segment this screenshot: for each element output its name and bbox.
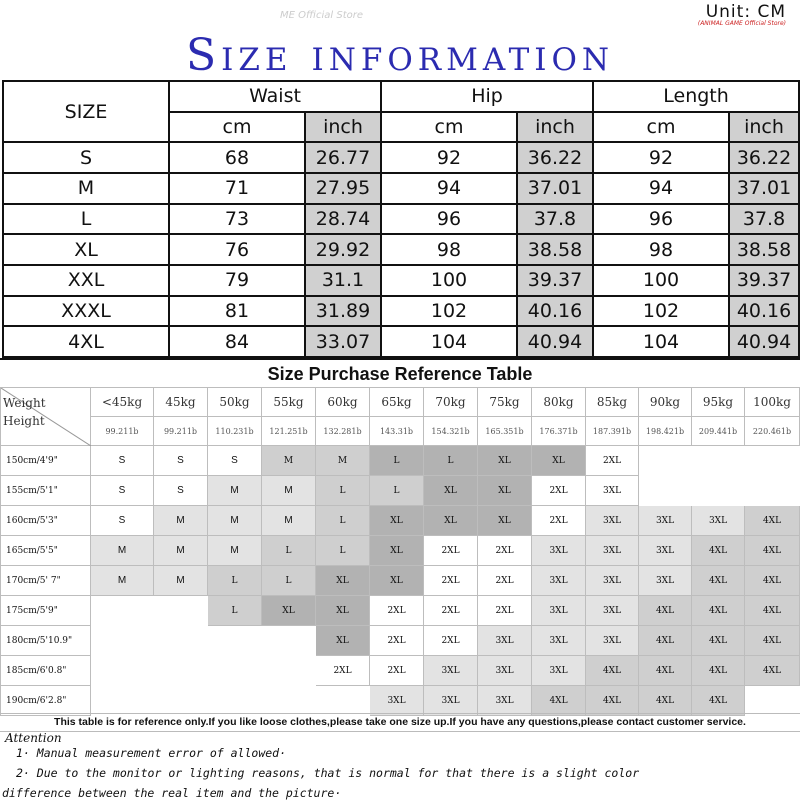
size-recommendation <box>745 446 800 476</box>
reference-row <box>1 596 800 626</box>
size-value: 39.37 <box>729 265 799 296</box>
size-recommendation: 3XL <box>478 686 532 716</box>
height-axis-label: Height <box>3 414 45 428</box>
size-recommendation: 4XL <box>639 656 692 686</box>
size-row <box>3 326 799 357</box>
size-recommendation: 3XL <box>370 686 424 716</box>
size-recommendation: 4XL <box>532 686 586 716</box>
weight-header: 75kg <box>478 388 532 417</box>
size-label: 4XL <box>3 326 169 357</box>
size-row <box>3 142 799 173</box>
size-recommendation: 4XL <box>692 596 745 626</box>
size-recommendation: XL <box>370 536 424 566</box>
size-recommendation: M <box>208 506 262 536</box>
reference-row <box>1 476 800 506</box>
size-recommendation: 2XL <box>478 566 532 596</box>
reference-row <box>1 566 800 596</box>
size-recommendation: 3XL <box>424 656 478 686</box>
size-recommendation: S <box>91 506 154 536</box>
size-value: 36.22 <box>517 142 593 173</box>
size-value: 104 <box>593 326 729 357</box>
size-recommendation <box>91 596 154 626</box>
reference-row <box>1 446 800 476</box>
attention-line-1: 1· Manual measurement error of allowed· <box>16 746 287 760</box>
size-recommendation: 4XL <box>586 686 639 716</box>
size-recommendation: S <box>154 446 208 476</box>
size-recommendation: XL <box>370 566 424 596</box>
size-recommendation: XL <box>316 626 370 656</box>
size-recommendation <box>262 686 316 716</box>
size-recommendation <box>639 476 692 506</box>
size-recommendation: 2XL <box>370 656 424 686</box>
size-recommendation: 4XL <box>745 506 800 536</box>
size-recommendation: L <box>370 446 424 476</box>
size-value: 73 <box>169 204 305 235</box>
size-recommendation: XL <box>316 566 370 596</box>
size-value: 40.16 <box>517 296 593 327</box>
weight-header: 70kg <box>424 388 478 417</box>
watermark: ME Official Store <box>280 10 364 21</box>
size-row <box>3 265 799 296</box>
size-recommendation: M <box>262 476 316 506</box>
pound-header: 209.441b <box>692 417 745 446</box>
unit-header: cm <box>593 112 729 143</box>
size-recommendation: S <box>208 446 262 476</box>
height-label: 180cm/5'10.9" <box>1 626 91 656</box>
size-recommendation <box>154 656 208 686</box>
size-value: 68 <box>169 142 305 173</box>
size-recommendation: L <box>208 596 262 626</box>
measure-group-header: Hip <box>381 81 593 112</box>
size-recommendation: 3XL <box>532 656 586 686</box>
height-label: 175cm/5'9" <box>1 596 91 626</box>
size-recommendation: 3XL <box>639 566 692 596</box>
size-recommendation: 3XL <box>692 506 745 536</box>
size-label: XXL <box>3 265 169 296</box>
pound-header: 154.321b <box>424 417 478 446</box>
pound-header: 99.211b <box>154 417 208 446</box>
size-recommendation: 4XL <box>639 626 692 656</box>
size-recommendation: 3XL <box>424 686 478 716</box>
height-label: 185cm/6'0.8" <box>1 656 91 686</box>
size-recommendation: 3XL <box>478 626 532 656</box>
size-recommendation: XL <box>478 506 532 536</box>
size-value: 92 <box>381 142 517 173</box>
pound-header: 165.351b <box>478 417 532 446</box>
height-label: 160cm/5'3" <box>1 506 91 536</box>
size-recommendation <box>262 626 316 656</box>
size-recommendation: 4XL <box>745 656 800 686</box>
weight-header: 50kg <box>208 388 262 417</box>
size-recommendation <box>208 626 262 656</box>
size-recommendation: 4XL <box>692 686 745 716</box>
size-recommendation <box>91 686 154 716</box>
size-value: 40.94 <box>517 326 593 357</box>
size-value: 100 <box>381 265 517 296</box>
size-recommendation: XL <box>532 446 586 476</box>
height-label: 190cm/6'2.8" <box>1 686 91 716</box>
size-recommendation: 2XL <box>532 506 586 536</box>
size-recommendation <box>154 626 208 656</box>
size-recommendation: 4XL <box>639 686 692 716</box>
size-recommendation <box>262 656 316 686</box>
size-row <box>3 204 799 235</box>
size-recommendation: L <box>370 476 424 506</box>
size-label: L <box>3 204 169 235</box>
pound-header: 143.31b <box>370 417 424 446</box>
size-label: M <box>3 173 169 204</box>
size-recommendation: M <box>154 506 208 536</box>
size-recommendation <box>745 476 800 506</box>
size-value: 79 <box>169 265 305 296</box>
size-value: 94 <box>381 173 517 204</box>
size-recommendation: 3XL <box>586 506 639 536</box>
size-recommendation: S <box>91 476 154 506</box>
size-recommendation: S <box>154 476 208 506</box>
size-label: S <box>3 142 169 173</box>
size-value: 37.01 <box>729 173 799 204</box>
pound-row <box>1 417 800 446</box>
size-value: 27.95 <box>305 173 381 204</box>
pound-header: 176.371b <box>532 417 586 446</box>
pound-header: 198.421b <box>639 417 692 446</box>
size-recommendation: M <box>91 566 154 596</box>
weight-header: 90kg <box>639 388 692 417</box>
size-recommendation: XL <box>424 476 478 506</box>
unit-header: inch <box>517 112 593 143</box>
unit-header: inch <box>305 112 381 143</box>
size-value: 33.07 <box>305 326 381 357</box>
size-recommendation: 2XL <box>370 596 424 626</box>
size-recommendation: 3XL <box>532 596 586 626</box>
size-value: 37.8 <box>729 204 799 235</box>
size-recommendation <box>154 686 208 716</box>
size-row <box>3 234 799 265</box>
unit-text: Unit: CM <box>705 2 786 22</box>
size-value: 31.1 <box>305 265 381 296</box>
size-recommendation: 3XL <box>586 596 639 626</box>
size-recommendation <box>692 446 745 476</box>
weight-header: 100kg <box>745 388 800 417</box>
size-recommendation: 2XL <box>478 536 532 566</box>
unit-store-text: (ANIMAL GAME Official Store) <box>697 20 786 27</box>
size-recommendation: 4XL <box>745 536 800 566</box>
size-header-row <box>3 81 799 112</box>
size-row <box>3 173 799 204</box>
size-recommendation: 2XL <box>532 476 586 506</box>
size-recommendation: 2XL <box>478 596 532 626</box>
size-recommendation: 4XL <box>692 656 745 686</box>
page-title: Size information <box>185 30 615 81</box>
size-recommendation: M <box>154 566 208 596</box>
size-value: 71 <box>169 173 305 204</box>
size-value: 38.58 <box>517 234 593 265</box>
size-recommendation: 3XL <box>532 536 586 566</box>
size-recommendation: 3XL <box>478 656 532 686</box>
attention-title: Attention <box>5 731 62 745</box>
pound-header: 132.281b <box>316 417 370 446</box>
size-recommendation: 2XL <box>586 446 639 476</box>
weight-header: 45kg <box>154 388 208 417</box>
size-recommendation: 3XL <box>532 626 586 656</box>
size-value: 37.8 <box>517 204 593 235</box>
size-recommendation: 2XL <box>316 656 370 686</box>
weight-height-corner <box>1 388 91 446</box>
attention-line-3: difference between the real item and the picture· <box>2 786 342 800</box>
reference-row <box>1 506 800 536</box>
measure-group-header: Length <box>593 81 799 112</box>
size-value: 98 <box>381 234 517 265</box>
size-recommendation: 4XL <box>745 566 800 596</box>
size-recommendation: 4XL <box>692 536 745 566</box>
size-recommendation: XL <box>478 476 532 506</box>
size-recommendation: XL <box>424 506 478 536</box>
pound-header: 121.251b <box>262 417 316 446</box>
size-recommendation: L <box>208 566 262 596</box>
size-value: 31.89 <box>305 296 381 327</box>
size-row <box>3 296 799 327</box>
size-recommendation: M <box>262 506 316 536</box>
pound-header: 110.231b <box>208 417 262 446</box>
height-label: 155cm/5'1" <box>1 476 91 506</box>
size-recommendation: XL <box>316 596 370 626</box>
weight-header: 65kg <box>370 388 424 417</box>
pound-header: 187.391b <box>586 417 639 446</box>
size-recommendation: 3XL <box>586 626 639 656</box>
size-recommendation: 4XL <box>639 596 692 626</box>
weight-header: 55kg <box>262 388 316 417</box>
size-value: 76 <box>169 234 305 265</box>
size-recommendation: L <box>262 536 316 566</box>
size-recommendation <box>208 656 262 686</box>
size-recommendation: XL <box>262 596 316 626</box>
height-label: 165cm/5'5" <box>1 536 91 566</box>
size-value: 84 <box>169 326 305 357</box>
size-value: 102 <box>381 296 517 327</box>
size-recommendation <box>692 476 745 506</box>
size-recommendation: 2XL <box>370 626 424 656</box>
pound-header: 99.211b <box>91 417 154 446</box>
unit-label <box>698 2 786 27</box>
size-recommendation: L <box>424 446 478 476</box>
unit-header: cm <box>169 112 305 143</box>
size-recommendation: 4XL <box>692 626 745 656</box>
size-value: 104 <box>381 326 517 357</box>
size-value: 38.58 <box>729 234 799 265</box>
size-value: 26.77 <box>305 142 381 173</box>
size-value: 100 <box>593 265 729 296</box>
weight-row <box>1 388 800 417</box>
height-label: 170cm/5' 7" <box>1 566 91 596</box>
size-value: 102 <box>593 296 729 327</box>
size-recommendation: L <box>262 566 316 596</box>
size-recommendation <box>91 626 154 656</box>
weight-axis-label: Weight <box>3 396 46 410</box>
size-table <box>2 80 800 358</box>
unit-header: cm <box>381 112 517 143</box>
size-recommendation: 3XL <box>586 476 639 506</box>
reference-row <box>1 626 800 656</box>
size-recommendation: XL <box>478 446 532 476</box>
size-value: 37.01 <box>517 173 593 204</box>
size-recommendation: L <box>316 506 370 536</box>
reference-table <box>0 387 800 716</box>
reference-row <box>1 536 800 566</box>
weight-header: 95kg <box>692 388 745 417</box>
size-recommendation: 3XL <box>586 536 639 566</box>
size-recommendation <box>154 596 208 626</box>
size-value: 40.94 <box>729 326 799 357</box>
size-recommendation: M <box>262 446 316 476</box>
size-recommendation: L <box>316 536 370 566</box>
size-value: 98 <box>593 234 729 265</box>
size-value: 81 <box>169 296 305 327</box>
size-recommendation <box>316 686 370 716</box>
weight-header: <45kg <box>91 388 154 417</box>
size-recommendation: XL <box>370 506 424 536</box>
size-value: 96 <box>381 204 517 235</box>
size-value: 29.92 <box>305 234 381 265</box>
size-recommendation: M <box>91 536 154 566</box>
size-recommendation: 4XL <box>745 626 800 656</box>
size-recommendation: 2XL <box>424 566 478 596</box>
size-recommendation: 4XL <box>586 656 639 686</box>
size-recommendation: M <box>208 476 262 506</box>
size-recommendation: M <box>316 446 370 476</box>
size-recommendation: 3XL <box>639 536 692 566</box>
measure-group-header: Waist <box>169 81 381 112</box>
size-label: XL <box>3 234 169 265</box>
size-recommendation: 3XL <box>639 506 692 536</box>
size-value: 28.74 <box>305 204 381 235</box>
size-value: 92 <box>593 142 729 173</box>
size-value: 36.22 <box>729 142 799 173</box>
weight-header: 60kg <box>316 388 370 417</box>
size-value: 96 <box>593 204 729 235</box>
size-recommendation: 3XL <box>586 566 639 596</box>
attention-line-2: 2· Due to the monitor or lighting reasons, that is normal for that there is a slight color <box>16 766 640 780</box>
weight-header: 85kg <box>586 388 639 417</box>
size-recommendation: M <box>208 536 262 566</box>
size-recommendation <box>745 686 800 716</box>
reference-note: This table is for reference only.If you like loose clothes,please take one size up.If you have any questions,please contact customer service. <box>0 713 800 732</box>
size-value: 40.16 <box>729 296 799 327</box>
size-value: 94 <box>593 173 729 204</box>
size-recommendation: 2XL <box>424 626 478 656</box>
height-label: 150cm/4'9" <box>1 446 91 476</box>
size-recommendation <box>91 656 154 686</box>
size-recommendation: 4XL <box>692 566 745 596</box>
reference-row <box>1 656 800 686</box>
size-recommendation: L <box>316 476 370 506</box>
size-recommendation: M <box>154 536 208 566</box>
reference-table-title: Size Purchase Reference Table <box>0 358 800 388</box>
size-recommendation <box>208 686 262 716</box>
size-value: 39.37 <box>517 265 593 296</box>
size-recommendation: 4XL <box>745 596 800 626</box>
size-recommendation: 3XL <box>532 566 586 596</box>
size-header: SIZE <box>3 81 169 142</box>
weight-header: 80kg <box>532 388 586 417</box>
pound-header: 220.461b <box>745 417 800 446</box>
size-recommendation: S <box>91 446 154 476</box>
size-label: XXXL <box>3 296 169 327</box>
size-recommendation: 2XL <box>424 596 478 626</box>
unit-header: inch <box>729 112 799 143</box>
size-recommendation <box>639 446 692 476</box>
size-recommendation: 2XL <box>424 536 478 566</box>
reference-row <box>1 686 800 716</box>
